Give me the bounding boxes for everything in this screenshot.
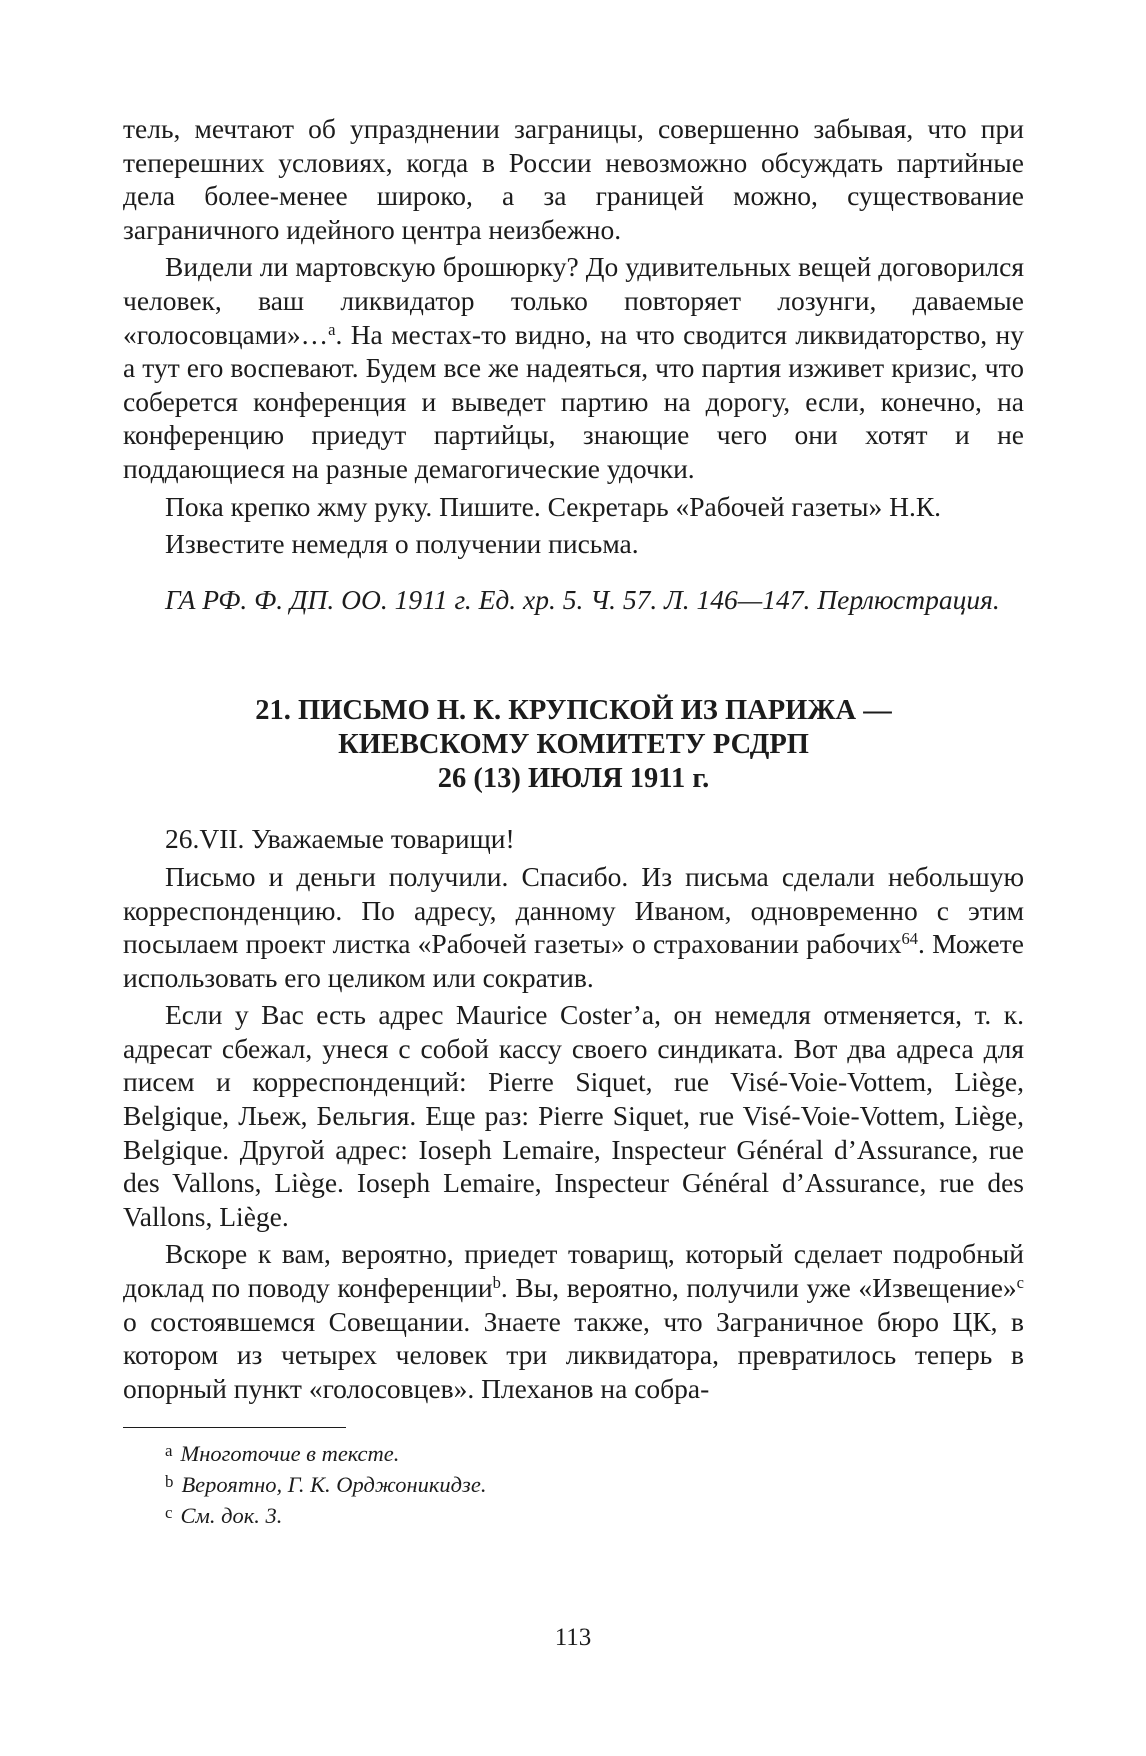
- footnote-separator: [123, 1427, 346, 1428]
- letter-paragraph-1-text-1: Письмо и деньги получили. Спасибо. Из письма сделали небольшую корреспонденцию. По адресу, данному Иваном, одновременно с этим посылаем проект листка «Рабочей газеты» о страховании рабочих: [123, 860, 1024, 960]
- heading-line-2: КИЕВСКОМУ КОМИТЕТУ РСДРП: [338, 729, 809, 761]
- footnote-c-text: См. док. 3.: [180, 1503, 283, 1529]
- letter-paragraph-3-text-1: Вскоре к вам, вероятно, приедет товарищ, который сделает подробный доклад по поводу конференции: [123, 1238, 1024, 1304]
- footnote-c-mark: c: [165, 1502, 173, 1522]
- footnote-c: [123, 1500, 1024, 1531]
- paragraph-brochure-text-1: Видели ли мартовскую брошюрку? До удивительных вещей договорился человек, ваш ликвидатор только повторяет лозунги, даваемые «голосовцами»…: [123, 251, 1024, 350]
- heading-line-3: 26 (13) ИЮЛЯ 1911 г.: [437, 763, 710, 795]
- paragraph-brochure: [123, 250, 1024, 485]
- paragraph-continuation: тель, мечтают об упразднении заграницы, совершенно забывая, что при теперешних условиях, когда в России невозможно обсуждать партийные дела более-менее широко, а за границей можно, существование заграничного идейного центра неизбежно.: [123, 113, 1024, 245]
- letter-paragraph-1-text-2: . Можете использовать его целиком или сократив.: [123, 928, 1024, 993]
- footnote-a-mark: a: [165, 1440, 173, 1460]
- footnote-mark-a: a: [328, 319, 336, 339]
- document-heading: [123, 694, 1024, 796]
- footnote-mark-c: c: [1016, 1272, 1024, 1292]
- letter-paragraph-3-text-2: . Вы, вероятно, получили уже «Извещение»: [500, 1272, 1017, 1304]
- page-number: 113: [554, 1624, 592, 1651]
- footnote-b: [123, 1469, 1024, 1500]
- footnote-mark-b: b: [492, 1272, 501, 1292]
- paragraph-closing: Пока крепко жму руку. Пишите. Секретарь «Рабочей газеты» Н.К.: [165, 490, 942, 522]
- footnote-b-mark: b: [165, 1471, 174, 1491]
- page-body: [123, 112, 1024, 1531]
- endnote-mark-64: 64: [901, 929, 918, 949]
- letter-paragraph-3: [123, 1237, 1024, 1405]
- paragraph-brochure-text-2: . На местах-то видно, на что сводится ликвидаторство, ну а тут его воспевают. Будем все же надеяться, что партия изживет кризис, что соберется конференция и выведет партию на дорогу, если, конечно, на конференцию приедут партийцы, знающие чего они хотят и не поддающиеся на разные демагогические удочки.: [123, 318, 1024, 484]
- paragraph-postscript: Известите немедля о получении письма.: [165, 528, 639, 560]
- letter-paragraph-3-text-3: о состоявшемся Совещании. Знаете также, что Заграничное бюро ЦК, в котором из четырех человек три ликвидатора, превратилось теперь в опорный пункт «голосовцев». Плеханов на собра-: [123, 1305, 1024, 1404]
- letter-paragraph-1: [123, 860, 1024, 994]
- heading-line-1: 21. ПИСЬМО Н. К. КРУПСКОЙ ИЗ ПАРИЖА —: [255, 695, 892, 727]
- footnote-a-text: Многоточие в тексте.: [180, 1441, 400, 1467]
- archive-source-note: ГА РФ. Ф. ДП. ОО. 1911 г. Ед. хр. 5. Ч. 57. Л. 146—147. Перлюстрация.: [165, 583, 1000, 615]
- letter-paragraph-2: Если у Вас есть адрес Maurice Coster’а, он немедля отменяется, т. к. адресат сбежал, унеся с собой кассу своего синдиката. Вот два адреса для писем и корреспонденций: Pierre Siquet, rue Visé-Voie-Vottem, Liège, Belgique, Льеж, Бельгия. Еще раз: Pierre Siquet, rue Visé-Voie-Vottem, Liège, Belgique. Другой адрес: Ioseph Lemaire, Inspecteur Général d’Assurance, rue des Vallons, Liège. Ioseph Lemaire, Inspecteur Général d’Assurance, rue des Vallons, Liège.: [123, 999, 1024, 1232]
- footnote-b-text: Вероятно, Г. К. Орджоникидзе.: [181, 1472, 487, 1498]
- footnote-a: [123, 1438, 1024, 1469]
- letter-greeting: 26.VII. Уважаемые товарищи!: [165, 823, 515, 855]
